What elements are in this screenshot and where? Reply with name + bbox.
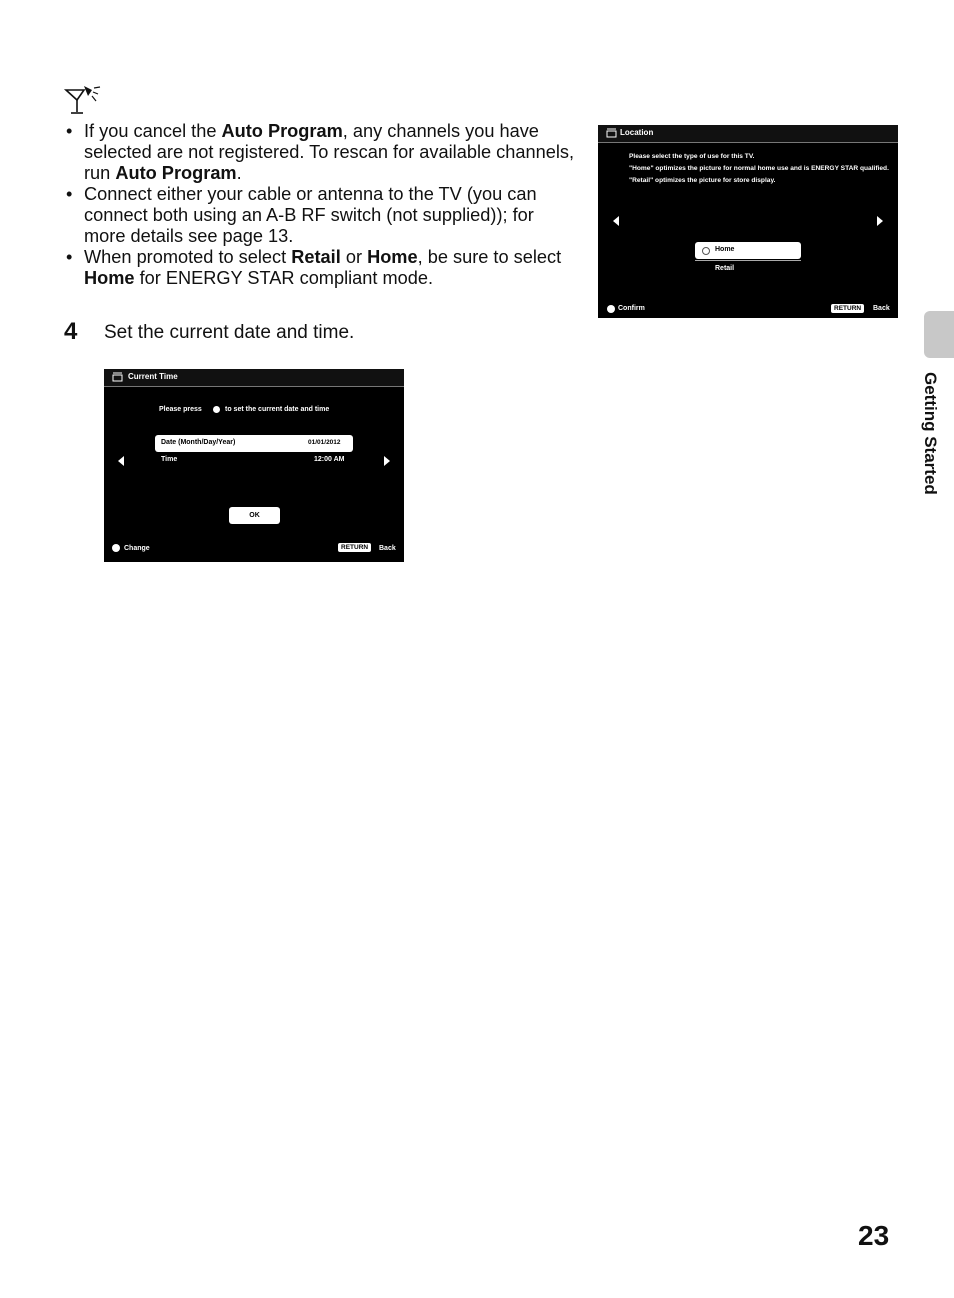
prompt-before: Please press [159, 406, 202, 413]
return-button[interactable]: RETURN [338, 543, 371, 552]
screen-header [104, 369, 404, 387]
confirm-label: Confirm [618, 305, 645, 312]
button-icon [213, 406, 220, 413]
prompt-after: to set the current date and time [225, 406, 330, 413]
return-button[interactable]: RETURN [831, 304, 864, 313]
tip-lamp-icon [62, 82, 106, 118]
time-label: Time [161, 456, 178, 463]
right-arrow-icon[interactable] [877, 216, 883, 226]
location-description: Please select the type of use for this TV. "Home" optimizes the picture for normal home use and is ENERGY STAR qualified. "Retail" optimizes the picture for store display. [629, 153, 889, 184]
screen-header [598, 125, 898, 143]
step-number: 4 [64, 318, 78, 345]
date-label: Date (Month/Day/Year) [161, 439, 236, 446]
page-number: 23 [858, 1220, 890, 1251]
change-label: Change [124, 545, 150, 552]
date-row[interactable] [155, 435, 353, 452]
tip-item: • If you cancel the Auto Program, any channels you have selected are not registered. To rescan for available channels, run Auto Program. [64, 121, 574, 184]
date-value: 01/01/2012 [308, 439, 341, 446]
time-row[interactable] [155, 452, 353, 469]
option-retail[interactable]: Retail [715, 265, 735, 272]
location-screen [598, 125, 898, 318]
tip-item: • Connect either your cable or antenna to the TV (you can connect both using an A-B RF switch (not supplied)); for more details see page 13. [64, 184, 574, 247]
current-time-screen [104, 369, 404, 562]
setup-icon [112, 372, 123, 383]
left-arrow-icon[interactable] [613, 216, 619, 226]
screen-title: Location [620, 128, 654, 137]
divider [695, 260, 801, 261]
step-text: Set the current date and time. [104, 322, 355, 343]
tips-list [64, 121, 574, 289]
right-arrow-icon[interactable] [384, 456, 390, 466]
tip-item: • When promoted to select Retail or Home, be sure to select Home for ENERGY STAR compliant mode. [64, 247, 574, 289]
option-home[interactable]: Home [695, 242, 801, 259]
setup-icon [606, 128, 617, 139]
section-tab [924, 311, 954, 358]
time-value: 12:00 AM [314, 456, 345, 463]
back-label: Back [379, 545, 396, 552]
back-label: Back [873, 305, 890, 312]
confirm-button-icon [607, 305, 615, 313]
radio-icon [702, 247, 710, 255]
section-label: Getting Started [921, 372, 940, 495]
left-arrow-icon[interactable] [118, 456, 124, 466]
ok-button[interactable]: OK [229, 507, 280, 524]
screen-title: Current Time [128, 372, 178, 381]
change-button-icon [112, 544, 120, 552]
